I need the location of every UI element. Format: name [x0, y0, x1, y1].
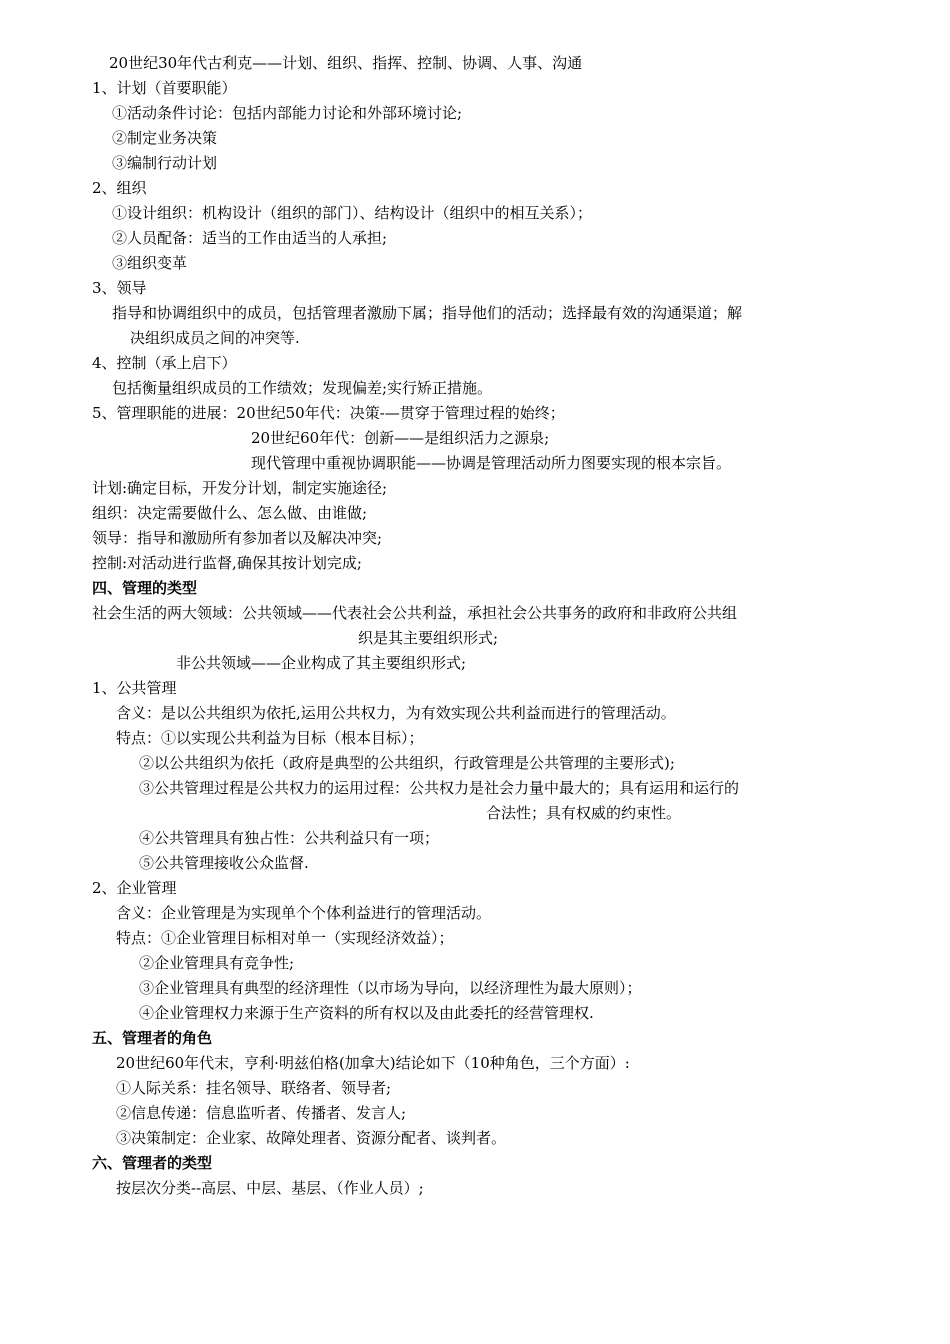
- text-line: 包括衡量组织成员的工作绩效；发现偏差;实行矫正措施。: [112, 379, 493, 397]
- text-line: 含义：企业管理是为实现单个个体利益进行的管理活动。: [116, 904, 492, 922]
- section-heading-6: 六、管理者的类型: [92, 1154, 213, 1172]
- list-item: ②企业管理具有竞争性;: [139, 954, 295, 972]
- text-line: 领导：指导和激励所有参加者以及解决冲突;: [92, 529, 383, 547]
- list-item: ④企业管理权力来源于生产资料的所有权以及由此委托的经营管理权.: [139, 1004, 594, 1022]
- text-line: 特点：①以实现公共利益为目标（根本目标）；: [116, 729, 424, 747]
- list-item: ②人员配备：适当的工作由适当的人承担;: [112, 229, 388, 247]
- text-line: 社会生活的两大领域：公共领域——代表社会公共利益，承担社会公共事务的政府和非政府公共组: [92, 604, 738, 622]
- list-item: ③组织变革: [112, 254, 188, 272]
- text-line: 控制:对活动进行监督,确保其按计划完成;: [92, 554, 362, 572]
- list-item: ②以公共组织为依托（政府是典型的公共组织，行政管理是公共管理的主要形式);: [139, 754, 675, 772]
- text-line: 组织：决定需要做什么、怎么做、由谁做;: [92, 504, 368, 522]
- heading-organize: 2、组织: [92, 179, 147, 197]
- heading-progress: 5、管理职能的进展：20世纪50年代：决策-—贯穿于管理过程的始终；: [92, 404, 565, 422]
- section-heading-4: 四、管理的类型: [92, 579, 198, 597]
- heading-public-management: 1、公共管理: [92, 679, 177, 697]
- text-line: 含义：是以公共组织为依托,运用公共权力，为有效实现公共利益而进行的管理活动。: [116, 704, 676, 722]
- text-line: 20世纪30年代古利克——计划、组织、指挥、控制、协调、人事、沟通: [109, 54, 583, 72]
- list-item: ③决策制定：企业家、故障处理者、资源分配者、谈判者。: [116, 1129, 507, 1147]
- list-item: ③公共管理过程是公共权力的运用过程：公共权力是社会力量中最大的；具有运用和运行的: [139, 779, 740, 797]
- text-line: 20世纪60年代：创新——是组织活力之源泉;: [251, 429, 550, 447]
- heading-lead: 3、领导: [92, 279, 147, 297]
- list-item: ③编制行动计划: [112, 154, 218, 172]
- heading-enterprise-management: 2、企业管理: [92, 879, 177, 897]
- list-item: ①人际关系：挂名领导、联络者、领导者;: [116, 1079, 392, 1097]
- heading-control: 4、控制（承上启下）: [92, 354, 237, 372]
- list-item: ②制定业务决策: [112, 129, 218, 147]
- text-line: 按层次分类--高层、中层、基层、（作业人员）;: [116, 1179, 424, 1197]
- text-line: 计划:确定目标，开发分计划，制定实施途径;: [92, 479, 388, 497]
- list-item: ①活动条件讨论：包括内部能力讨论和外部环境讨论;: [112, 104, 463, 122]
- text-line: 织是其主要组织形式;: [358, 629, 499, 647]
- list-item: ③企业管理具有典型的经济理性（以市场为导向，以经济理性为最大原则）；: [139, 979, 642, 997]
- text-line: 合法性；具有权威的约束性。: [486, 804, 682, 822]
- list-item: ④公共管理具有独占性：公共利益只有一项；: [139, 829, 440, 847]
- list-item: ①设计组织：机构设计（组织的部门）、结构设计（组织中的相互关系）；: [112, 204, 593, 222]
- list-item: ⑤公共管理接收公众监督.: [139, 854, 309, 872]
- text-line: 非公共领域——企业构成了其主要组织形式;: [176, 654, 467, 672]
- text-line: 决组织成员之间的冲突等.: [130, 329, 300, 347]
- text-line: 指导和协调组织中的成员，包括管理者激励下属；指导他们的活动；选择最有效的沟通渠道；解: [112, 304, 743, 322]
- list-item: ②信息传递：信息监听者、传播者、发言人;: [116, 1104, 407, 1122]
- section-heading-5: 五、管理者的角色: [92, 1029, 213, 1047]
- text-line: 特点：①企业管理目标相对单一（实现经济效益）；: [116, 929, 454, 947]
- text-line: 现代管理中重视协调职能——协调是管理活动所力图要实现的根本宗旨。: [251, 454, 732, 472]
- text-line: 20世纪60年代末，亨利·明兹伯格(加拿大)结论如下（10种角色，三个方面）:: [116, 1054, 630, 1072]
- heading-plan: 1、计划（首要职能）: [92, 79, 237, 97]
